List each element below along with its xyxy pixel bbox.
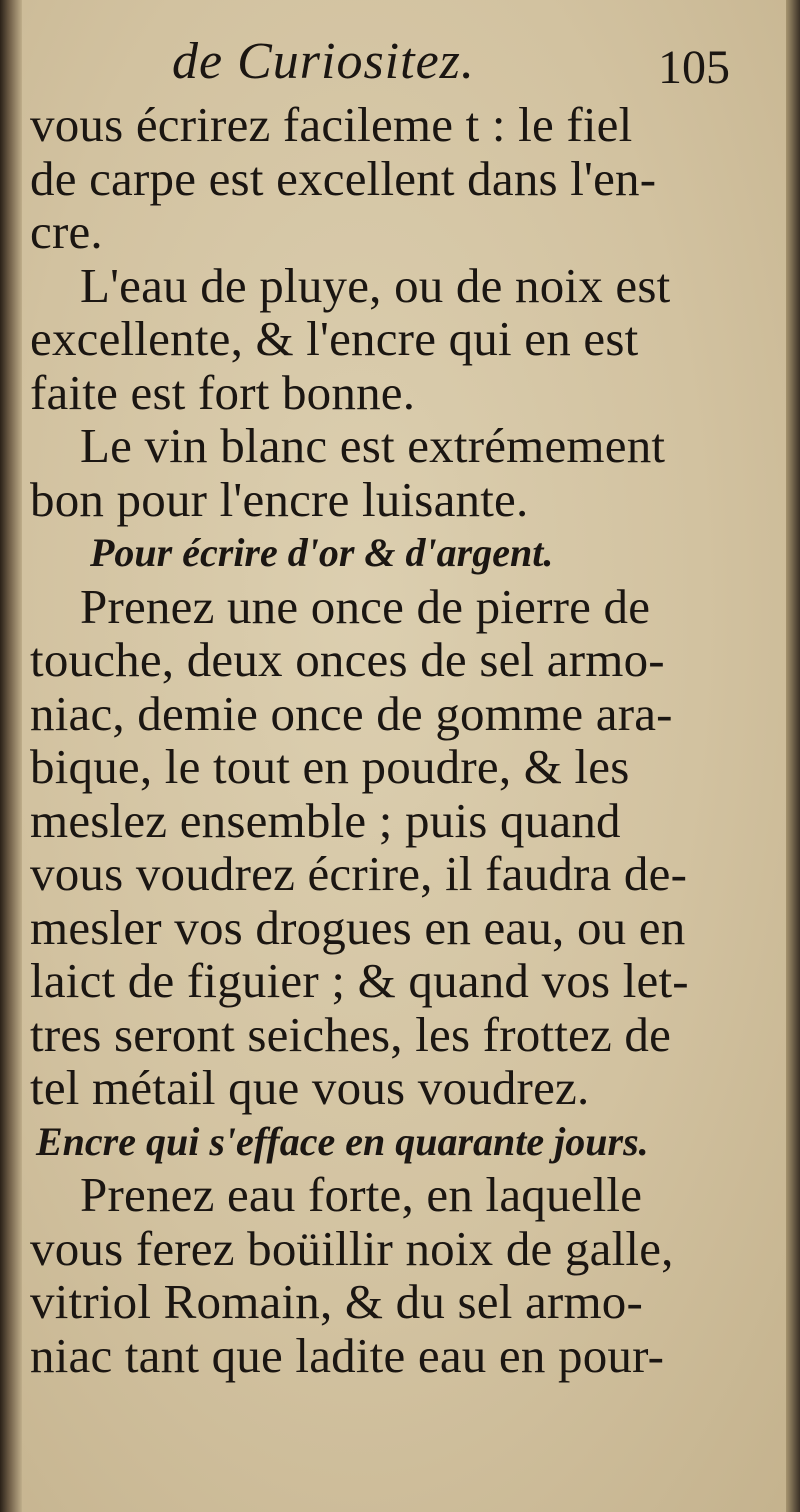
text-line: L'eau de pluye, ou de noix est bbox=[80, 257, 671, 313]
page-gutter-shadow bbox=[0, 0, 22, 1512]
text-line: faite est fort bonne. bbox=[30, 364, 416, 420]
text-line: niac tant que ladite eau en pour- bbox=[30, 1327, 665, 1383]
section-heading: Pour écrire d'or & d'argent. bbox=[90, 530, 554, 575]
text-line: mesler vos drogues en eau, ou en bbox=[30, 899, 686, 955]
text-line: bon pour l'encre luisante. bbox=[30, 471, 529, 527]
text-line: Prenez une once de pierre de bbox=[80, 578, 651, 634]
running-head bbox=[30, 28, 730, 98]
text-line: tel métail que vous voudrez. bbox=[30, 1060, 590, 1115]
text-block bbox=[30, 28, 730, 1382]
text-line: tres seront seiches, les frottez de bbox=[30, 1006, 672, 1062]
text-line: touche, deux onces de sel armo- bbox=[30, 632, 665, 687]
text-line: laict de figuier ; & quand vos let- bbox=[30, 953, 689, 1008]
text-line: cre. bbox=[30, 204, 103, 259]
text-line: vous écrirez facileme t : le fiel bbox=[30, 97, 633, 152]
page-edge-shadow bbox=[786, 0, 800, 1512]
text-line: vous ferez boüillir noix de galle, bbox=[30, 1220, 674, 1276]
text-line: Le vin blanc est extrémement bbox=[80, 418, 666, 473]
text-line: de carpe est excellent dans l'en- bbox=[30, 150, 657, 206]
text-line: meslez ensemble ; puis quand bbox=[30, 792, 621, 848]
text-line: vitriol Romain, & du sel armo- bbox=[30, 1274, 643, 1329]
text-line: Prenez eau forte, en laquelle bbox=[80, 1167, 643, 1222]
text-line: excellente, & l'encre qui en est bbox=[30, 311, 639, 366]
page-number: 105 bbox=[658, 41, 730, 94]
section-heading: Encre qui s'efface en quarante jours. bbox=[36, 1118, 649, 1164]
text-lines bbox=[30, 98, 730, 1382]
running-head-title: de Curiositez. bbox=[172, 33, 475, 90]
text-line: vous voudrez écrire, il faudra de- bbox=[30, 846, 688, 901]
text-line: niac, demie once de gomme ara- bbox=[30, 685, 673, 741]
text-line: bique, le tout en poudre, & les bbox=[30, 739, 630, 794]
